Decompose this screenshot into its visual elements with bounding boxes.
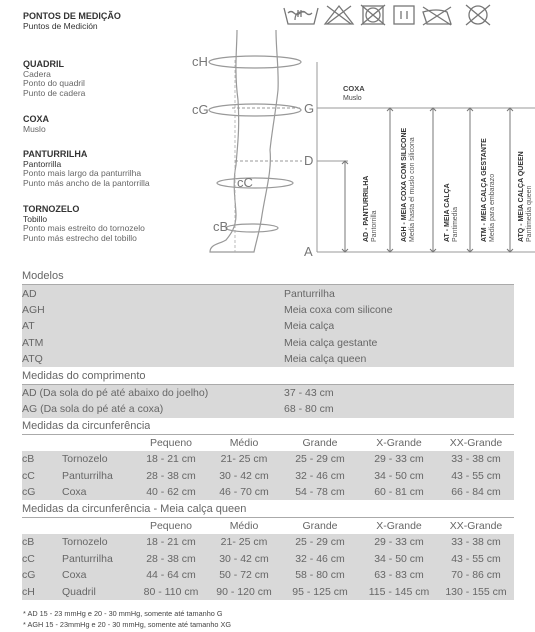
column-header: Pequeno (149, 520, 193, 533)
legend-line: Muslo (23, 123, 46, 134)
size-value: 58 - 80 cm (295, 569, 345, 582)
table-row (22, 583, 514, 599)
legend-title: PONTOS DE MEDIÇÃO (23, 11, 121, 21)
hand-wash-icon (284, 8, 318, 24)
legend-group-title: QUADRIL (23, 59, 64, 69)
point-name: Panturrilha (62, 552, 113, 565)
comprimento-table (22, 385, 514, 418)
size-value: 29 - 33 cm (374, 453, 424, 466)
size-tables (22, 268, 514, 600)
table-header-row (22, 435, 514, 451)
leg-measurement-diagram (180, 30, 535, 258)
column-header: X-Grande (376, 520, 422, 533)
no-bleach-icon (325, 6, 353, 24)
size-value: 40 - 62 cm (146, 486, 196, 499)
level-d-label: D (304, 153, 314, 168)
point-code: cG (22, 569, 36, 582)
point-code: cC (22, 552, 35, 565)
size-value: 32 - 46 cm (295, 469, 345, 482)
model-name: Meia calça gestante (284, 336, 378, 349)
size-value: 50 - 72 cm (219, 569, 269, 582)
column-header: Médio (229, 520, 259, 533)
point-name: Panturrilha (62, 469, 113, 482)
table-row (22, 285, 514, 301)
size-value: 18 - 21 cm (146, 536, 196, 549)
queen-table (22, 518, 514, 600)
model-name: Panturrilha (284, 287, 335, 300)
size-value: 46 - 70 cm (219, 486, 269, 499)
point-code: cB (22, 536, 35, 549)
model-code: ATQ (22, 353, 43, 366)
size-value: 28 - 38 cm (146, 469, 196, 482)
bar-at-sub: Pantimedia (452, 206, 459, 242)
legend-group-title: COXA (23, 114, 50, 124)
section-title: Medidas da circunferência - Meia calça queen (22, 502, 247, 515)
size-value: 30 - 42 cm (219, 469, 269, 482)
comprimento-title (22, 367, 514, 384)
size-value: 21- 25 cm (220, 453, 268, 466)
model-code: AT (22, 320, 35, 333)
table-row (22, 484, 514, 500)
size-value: 33 - 38 cm (451, 453, 501, 466)
size-value: 70 - 86 cm (451, 569, 501, 582)
size-value: 90 - 120 cm (216, 585, 272, 598)
bar-atm-sub: Media para embarazo (489, 173, 496, 242)
legend-line: Ponto mais largo da panturrilha (23, 168, 142, 178)
size-value: 43 - 55 cm (451, 469, 501, 482)
legend-line: Ponto do quadril (23, 78, 85, 88)
model-code: ATM (22, 336, 44, 349)
model-code: AD (22, 287, 37, 300)
point-name: Coxa (62, 486, 87, 499)
size-value: 25 - 29 cm (295, 536, 345, 549)
legend-title-sub: Puntos de Medición (23, 20, 98, 31)
table-row (22, 401, 514, 417)
modelos-title (22, 268, 514, 285)
model-name: Meia calça (284, 320, 335, 333)
size-value: 18 - 21 cm (146, 453, 196, 466)
length-label: AG (Da sola do pé até a coxa) (22, 403, 164, 416)
table-row (22, 335, 514, 351)
size-value: 28 - 38 cm (146, 552, 196, 565)
bar-agh-label: AGH - MEIA COXA COM SILICONE (401, 127, 408, 242)
table-row (22, 385, 514, 401)
size-value: 34 - 50 cm (374, 552, 424, 565)
legend-group-panturrilha (23, 150, 150, 188)
bar-ad-sub: Pantorrilla (371, 210, 378, 242)
length-value: 68 - 80 cm (284, 403, 334, 416)
point-code: cB (22, 453, 35, 466)
point-ch-label: cH (192, 54, 208, 69)
no-tumble-dry-icon (361, 5, 385, 25)
bar-at-label: AT - MEIA CALÇA (444, 183, 451, 242)
point-code: cH (22, 585, 35, 598)
level-g-label: G (304, 101, 315, 116)
care-icons (281, 3, 531, 27)
table-row (22, 302, 514, 318)
line-dry-icon (394, 6, 414, 24)
bar-ad-label: AD - PANTURRILHA (363, 175, 370, 242)
column-header: XX-Grande (449, 437, 503, 450)
size-value: 21- 25 cm (220, 536, 268, 549)
point-name: Tornozelo (62, 453, 108, 466)
table-row (22, 551, 514, 567)
size-value: 43 - 55 cm (451, 552, 501, 565)
size-value: 30 - 42 cm (219, 552, 269, 565)
queen-title (22, 500, 514, 517)
point-name: Quadril (62, 585, 96, 598)
point-name: Tornozelo (62, 536, 108, 549)
legend-title-group (23, 12, 121, 31)
size-value: 130 - 155 cm (445, 585, 507, 598)
legend-group-quadril (23, 60, 85, 98)
model-name: Meia calça queen (284, 353, 367, 366)
no-iron-icon (423, 7, 451, 25)
legend-line: Punto más estrecho del tobillo (23, 232, 137, 243)
size-value: 29 - 33 cm (374, 536, 424, 549)
bar-atq-sub: Pantimedia queen (526, 185, 533, 242)
no-dry-clean-icon (466, 5, 490, 25)
size-value: 33 - 38 cm (451, 536, 501, 549)
coxa-title: COXA (343, 84, 365, 93)
column-header: Grande (302, 520, 338, 533)
level-a-label: A (304, 244, 313, 258)
table-row (22, 534, 514, 550)
cc-ellipse (217, 178, 293, 188)
circunferencia-table (22, 435, 514, 501)
column-header: Médio (229, 437, 259, 450)
point-name: Coxa (62, 569, 87, 582)
size-value: 54 - 78 cm (295, 486, 345, 499)
column-header: XX-Grande (449, 520, 503, 533)
point-cb-label: cB (213, 219, 229, 234)
table-row (22, 351, 514, 367)
table-row (22, 318, 514, 334)
length-label: AD (Da sola do pé até abaixo do joelho) (22, 386, 209, 399)
circumference-markers (209, 56, 301, 232)
table-row (22, 567, 514, 583)
size-value: 25 - 29 cm (295, 453, 345, 466)
size-value: 80 - 110 cm (143, 585, 199, 598)
section-title: Medidas do comprimento (22, 369, 146, 382)
size-value: 44 - 64 cm (146, 569, 196, 582)
size-value: 63 - 83 cm (374, 569, 424, 582)
model-code: AGH (22, 303, 45, 316)
point-cg-label: cG (192, 102, 209, 117)
section-title: Medidas da circunferência (22, 419, 151, 432)
legend-line: Cadera (23, 68, 51, 79)
model-name: Meia coxa com silicone (284, 303, 393, 316)
length-value: 37 - 43 cm (284, 386, 334, 399)
point-cc-label: cC (237, 175, 253, 190)
column-header: X-Grande (376, 437, 422, 450)
modelos-table (22, 285, 514, 367)
point-code: cG (22, 486, 36, 499)
circunferencia-title (22, 418, 514, 435)
legend-group-sub: Tobillo (23, 213, 48, 224)
bar-agh-sub: Media hasta el muslo con silicona (409, 137, 416, 242)
legend-group-title: TORNOZELO (23, 204, 80, 214)
size-value: 95 - 125 cm (292, 585, 348, 598)
legend-group-sub: Pantorrilla (23, 158, 62, 169)
table-row (22, 451, 514, 467)
bar-atm-label: ATM - MEIA CALÇA GESTANTE (481, 138, 488, 242)
legend-group-coxa (23, 115, 49, 134)
column-header: Pequeno (149, 437, 193, 450)
cg-ellipse (209, 104, 301, 116)
legend-line: Punto más ancho de la pantorrilla (23, 177, 150, 188)
legend-group-title: PANTURRILHA (23, 149, 88, 159)
size-value: 60 - 81 cm (374, 486, 424, 499)
size-value: 32 - 46 cm (295, 552, 345, 565)
table-header-row (22, 518, 514, 534)
size-value: 66 - 84 cm (451, 486, 501, 499)
bar-atq-label: ATQ - MEIA CALÇA QUEEN (518, 151, 525, 242)
footnote: * AGH 15 - 23mmHg e 20 - 30 mmHg, somente até tamanho XG (23, 620, 232, 629)
section-title: Modelos (22, 270, 64, 283)
column-header: Grande (302, 437, 338, 450)
legend-line: Punto de cadera (23, 87, 86, 98)
table-row (22, 468, 514, 484)
footnote: * AD 15 - 23 mmHg e 20 - 30 mmHg, somente até tamanho G (23, 609, 223, 618)
ch-ellipse (209, 56, 301, 68)
coxa-sub: Muslo (343, 95, 362, 102)
size-value: 34 - 50 cm (374, 469, 424, 482)
point-code: cC (22, 469, 35, 482)
size-value: 115 - 145 cm (368, 585, 430, 598)
legend-group-tornozelo (23, 205, 145, 243)
legend-line: Ponto mais estreito do tornozelo (23, 223, 145, 233)
